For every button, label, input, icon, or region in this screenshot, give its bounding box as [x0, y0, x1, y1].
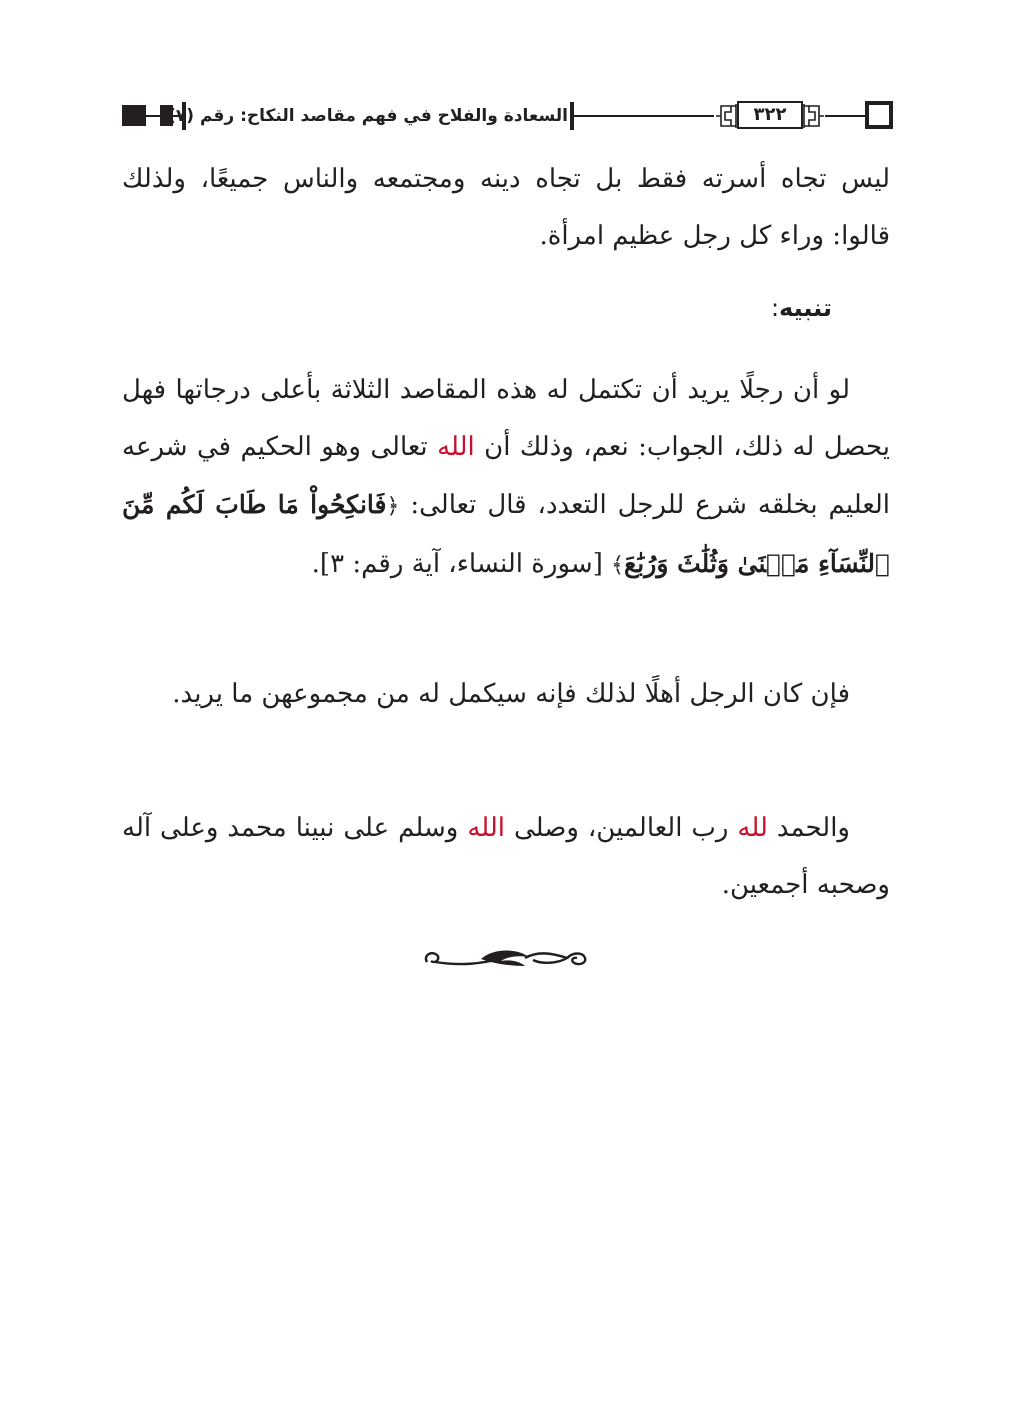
paragraph: [122, 666, 890, 723]
running-header: [122, 98, 895, 134]
header-square-decoration: [865, 101, 893, 129]
header-block-decoration: [122, 105, 146, 126]
note-heading: [771, 288, 832, 328]
note-colon: :: [770, 294, 780, 322]
divine-name: الله: [467, 813, 506, 843]
header-rule: [146, 115, 160, 117]
paragraph: [122, 362, 890, 594]
note-label: تنبيه: [779, 294, 832, 322]
paragraph-text: والحمد: [767, 813, 850, 843]
quran-verse: فَانكِحُواْ مَا طَابَ لَكُم مِّنَ ٱلنِّسَآءِ مَثۡنَىٰ وَثُلَٰثَ وَرُبَٰعَ: [122, 490, 890, 578]
paragraph: [122, 151, 890, 265]
paragraph-text: ليس تجاه أسرته فقط بل تجاه دينه ومجتمعه والناس جميعًا، ولذلك قالوا: وراء كل رجل عظيم امرأة.: [122, 164, 890, 251]
paragraph-text: وسلم على نبينا محمد وعلى آله وصحبه أجمعين.: [122, 813, 890, 900]
paragraph: [122, 800, 890, 914]
header-rule: [574, 115, 714, 117]
page-number: ٣٢٢: [737, 101, 803, 129]
verse-citation: [سورة النساء، آية رقم: ٣].: [311, 549, 612, 579]
paragraph-text: فإن كان الرجل أهلًا لذلك فإنه سيكمل له من مجموعهن ما يريد.: [172, 679, 850, 709]
divine-name: لله: [737, 813, 768, 843]
paragraph-text: لو أن رجلًا يريد أن تكتمل له هذه المقاصد الثلاثة بأعلى درجاتها فهل يحصل له ذلك، الجواب: نعم، وذلك أن: [122, 375, 890, 462]
divine-name: الله: [437, 432, 475, 462]
chinese-knot-ornament-icon: [803, 100, 825, 132]
chinese-knot-ornament-icon: [715, 100, 737, 132]
header-rule: [825, 115, 865, 117]
quran-brace-close: ﴾: [611, 553, 624, 578]
paragraph-text: رب العالمين، وصلى: [505, 813, 738, 843]
quran-brace-open: ﴿: [386, 494, 400, 519]
floral-divider-icon: [421, 942, 591, 974]
paragraph-text: تعالى وهو الحكيم في شرعه العليم بخلقه شرع للرجل التعدد، قال تعالى:: [122, 432, 891, 520]
running-header-title: السعادة والفلاح في فهم مقاصد النكاح: رقم (٧): [168, 106, 568, 126]
